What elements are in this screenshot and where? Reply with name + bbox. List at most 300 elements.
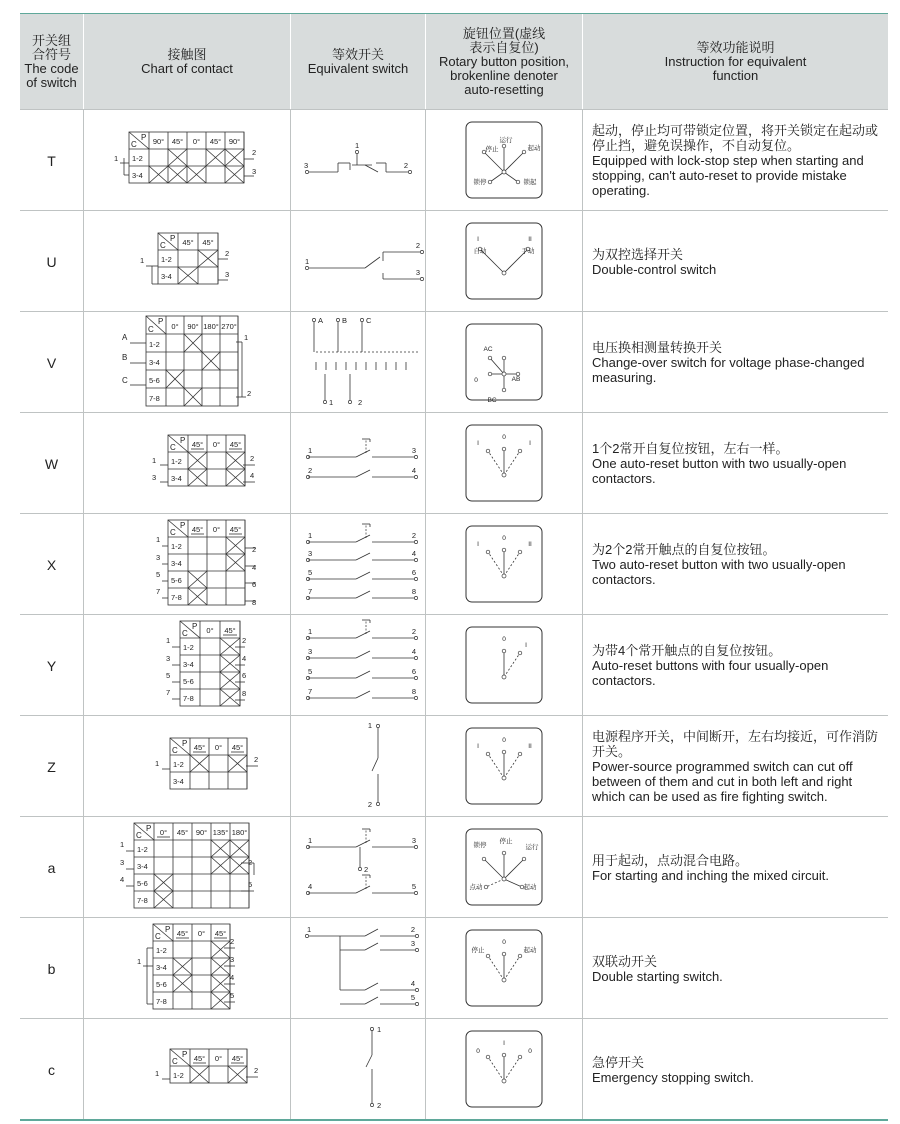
svg-text:2: 2 [358,398,363,407]
row-diagrams [20,413,888,514]
row-diagrams [20,615,888,716]
svg-text:2: 2 [242,636,247,645]
row-label: 3-4 [171,474,182,483]
contact-chart [170,738,247,789]
angle-label: 180° [203,322,219,331]
contact-chart [146,316,238,406]
switch-code: Y [46,657,57,674]
angle-label: 0° [192,137,201,146]
svg-text:C: C [366,316,372,325]
svg-text:7: 7 [166,688,171,697]
terminal-label: 6 [411,568,416,577]
svg-text:3: 3 [152,473,157,482]
equivalent-contact [306,829,417,849]
table-row [20,311,888,412]
row-diagrams [20,716,888,817]
row-label: 1-2 [171,542,182,551]
row-label: 7-8 [149,394,160,403]
knob-label: 0 [476,1048,480,1055]
terminal-label: 7 [308,687,313,696]
header-chart: 接触图 Chart of contact [141,47,233,76]
table-row [20,614,888,715]
knob-label: 停止 [485,146,499,153]
instruction-en: Double-control switch [592,261,717,277]
row-label: 3-4 [137,862,148,871]
instruction-zh: 1个2常开自复位按钮，左右一样。 [592,441,789,456]
switch-code: c [48,1061,55,1078]
contact-chart [129,132,244,183]
svg-text:1: 1 [152,456,157,465]
svg-text:P: P [165,925,171,934]
equivalent-contact [306,667,417,680]
contact-chart [153,924,230,1009]
svg-text:1: 1 [244,333,249,342]
svg-text:P: P [182,739,188,748]
instruction-en: Power-source programmed switch can cut off between of them and cut in both left and right which can be used as fire fighting switch. [592,759,853,804]
equivalent-contact [306,875,417,895]
svg-text:4: 4 [120,875,125,884]
row-diagrams [20,817,888,918]
svg-text:C: C [172,1057,178,1066]
svg-text:2: 2 [247,389,252,398]
svg-text:P: P [146,824,152,833]
svg-text:C: C [170,528,176,537]
knob-label: 0 [528,1048,532,1055]
angle-label: 45° [176,828,189,837]
equivalent-contact [306,466,417,479]
knob-label: 手动 [521,248,535,255]
svg-text:6: 6 [252,580,257,589]
knob-label: II [528,743,532,750]
angle-label: 0° [212,440,221,449]
knob-label: 停止 [471,947,485,954]
angle-label: 45° [231,743,244,752]
table-row [20,917,888,1018]
terminal-label: 4 [308,882,313,891]
svg-text:3: 3 [304,161,309,170]
terminal-label: 4 [411,647,416,656]
angle-label: 0° [171,322,179,331]
angle-label: 45° [176,929,189,938]
angle-label: 0° [159,828,168,837]
svg-text:P: P [141,133,147,142]
terminal-label: 1 [308,531,313,540]
angle-label: 45° [231,1054,244,1063]
knob-diagram [466,627,542,703]
equivalent-switch [312,316,420,407]
instruction-en: For starting and inching the mixed circuit. [592,867,829,883]
terminal-label: 1 [308,627,313,636]
row-diagrams [20,918,888,1019]
row-label: 1-2 [173,760,184,769]
svg-text:4: 4 [230,973,235,982]
svg-text:C: C [160,241,166,250]
table-row [20,210,888,311]
instruction-zh: 起动，停止均可带锁定位置，将开关锁定在起动或停止挡，避免误操作，不自动复位。 [592,123,879,153]
angle-label: 45° [191,440,204,449]
row-diagrams [20,110,888,211]
equivalent-switch [368,721,380,809]
equivalent-switch [305,925,418,1006]
knob-diagram [466,1031,542,1107]
contact-chart [134,823,249,908]
row-label: 1-2 [132,154,143,163]
row-label: 1-2 [183,643,194,652]
equivalent-switch [305,241,424,281]
row-label: 1-2 [137,845,148,854]
knob-label: 0 [502,939,506,946]
instruction-en: One auto-reset button with two usually-open contactors. [592,456,847,486]
knob-label: AC [483,346,493,353]
knob-label: 0 [502,636,506,643]
knob-diagram [466,930,542,1006]
knob-label: 0 [502,434,506,441]
table-header [20,13,888,109]
svg-text:1: 1 [120,840,125,849]
angle-label: 90° [187,322,199,331]
svg-text:1: 1 [305,257,310,266]
row-label: 3-4 [149,358,160,367]
svg-text:1: 1 [307,925,312,934]
equivalent-switch [306,829,417,895]
svg-text:C: C [136,831,142,840]
svg-text:1: 1 [155,1069,160,1078]
knob-label: I [477,541,479,548]
svg-text:5: 5 [248,880,253,889]
svg-text:2: 2 [377,1101,382,1110]
knob-label: 起动 [523,947,537,954]
switch-code: U [46,253,57,270]
row-label: 5-6 [183,677,194,686]
terminal-label: 3 [411,836,416,845]
svg-text:2: 2 [252,545,257,554]
svg-text:2: 2 [250,454,255,463]
terminal-label: 2 [308,466,313,475]
svg-text:3: 3 [230,955,235,964]
svg-text:3: 3 [225,270,230,279]
angle-label: 45° [209,137,222,146]
instruction-en: Change-over switch for voltage phase-changed measuring. [592,355,865,385]
equivalent-contact [306,439,417,459]
terminal-label: 4 [411,549,416,558]
svg-text:P: P [180,521,186,530]
knob-label: 停止 [499,838,513,845]
equivalent-contact [306,587,417,600]
instruction-en: Equipped with lock-stop step when starting and stopping, can't auto-reset to provide mistake operating. [592,153,864,198]
angle-label: 0° [212,525,221,534]
terminal-label: 8 [411,687,416,696]
svg-text:8: 8 [242,689,247,698]
svg-text:2: 2 [254,1066,259,1075]
knob-label: II [528,236,532,243]
svg-text:1: 1 [114,154,119,163]
svg-text:3: 3 [252,167,257,176]
svg-text:C: C [172,746,178,755]
svg-text:8: 8 [252,598,257,607]
svg-text:A: A [318,316,324,325]
switch-code: a [47,859,56,876]
angle-label: 0° [197,929,206,938]
contact-chart [158,233,218,284]
row-label: 3-4 [171,559,182,568]
terminal-label: 5 [308,667,313,676]
svg-text:2: 2 [225,249,230,258]
row-label: 7-8 [183,694,194,703]
svg-text:3: 3 [156,553,161,562]
svg-text:C: C [170,443,176,452]
knob-label: 自动 [473,248,487,255]
terminal-label: 6 [411,667,416,676]
svg-text:2: 2 [364,865,369,874]
row-diagrams [20,1019,888,1120]
knob-label: I [503,1040,505,1047]
svg-text:P: P [182,1050,188,1059]
switch-code: X [46,556,57,573]
angle-label: 45° [214,929,227,938]
terminal-label: 5 [411,882,416,891]
equivalent-switch [304,141,412,174]
terminal-label: 3 [411,446,416,455]
row-label: 3-4 [156,963,167,972]
instruction-en: Auto-reset buttons with four usually-open contactors. [592,658,829,688]
svg-text:C: C [182,629,188,638]
angle-label: 45° [191,525,204,534]
angle-label: 45° [202,238,214,247]
svg-text:4: 4 [410,979,415,988]
svg-text:3: 3 [410,939,415,948]
switch-code: V [46,354,57,371]
equivalent-contact [306,647,417,660]
svg-text:2: 2 [230,937,235,946]
terminal-label: 2 [411,627,416,636]
row-label: 5-6 [156,980,167,989]
terminal-label: 1 [308,446,313,455]
svg-text:C: C [155,932,161,941]
contact-chart [168,520,245,605]
angle-label: 0° [214,1054,223,1063]
angle-label: 45° [193,1054,206,1063]
knob-diagram [466,223,542,299]
svg-text:1: 1 [156,535,161,544]
knob-label: BC [487,397,497,404]
svg-text:2: 2 [410,925,415,934]
header-equivalent: 等效开关 Equivalent switch [307,47,409,76]
svg-text:4: 4 [252,563,257,572]
contact-chart [170,1049,247,1083]
svg-text:P: P [170,234,176,243]
svg-text:P: P [192,622,198,631]
switch-code: W [44,455,59,472]
svg-text:1: 1 [377,1025,382,1034]
svg-text:5: 5 [156,570,161,579]
knob-label: 锁停 [473,179,487,186]
knob-label: I [477,743,479,750]
equivalent-contact [306,549,417,562]
table-row [20,715,888,816]
knob-label: II [528,541,532,548]
table-row [20,513,888,614]
terminal-label: 3 [308,647,313,656]
knob-label: AB [511,376,521,383]
knob-label: I [477,236,479,243]
header-instruction: 等效功能说明 Instruction for equivalent function [664,40,807,83]
svg-text:1: 1 [140,256,145,265]
row-label: 3-4 [161,272,172,281]
svg-text:P: P [180,436,186,445]
row-label: 3-4 [173,777,184,786]
svg-text:B: B [342,316,348,325]
knob-label: I [477,440,479,447]
table-row [20,109,888,210]
header-knob: 旋钮位置(虚线 表示自复位) Rotary button position, brokenline denoter auto-resetting [438,26,570,97]
svg-text:3: 3 [415,268,420,277]
row-label: 1-2 [149,340,160,349]
row-label: 1-2 [161,255,172,264]
svg-text:7: 7 [156,587,161,596]
svg-text:1: 1 [155,759,160,768]
instruction-zh: 电源程序开关，中间断开，左右均接近，可作消防开关。 [592,729,879,759]
knob-diagram [466,425,542,501]
knob-label: 运行 [525,844,539,851]
svg-text:5: 5 [230,991,235,1000]
angle-label: 45° [171,137,184,146]
row-label: 7-8 [156,997,167,1006]
svg-text:C: C [122,376,128,385]
svg-text:B: B [122,353,128,362]
row-label: 7-8 [137,896,148,905]
table-row [20,1018,888,1119]
terminal-label: 7 [308,587,313,596]
svg-text:1: 1 [329,398,334,407]
knob-diagram [466,829,542,905]
row-label: 3-4 [183,660,194,669]
angle-label: 135° [212,828,229,837]
knob-label: 点动 [469,884,483,891]
svg-text:1: 1 [137,957,142,966]
terminal-label: 8 [411,587,416,596]
header-code: 开关组 合符号 The code of switch [24,33,79,90]
equivalent-contact [306,524,417,544]
svg-text:2: 2 [403,161,408,170]
terminal-label: 5 [308,568,313,577]
knob-label: 0 [502,535,506,542]
svg-text:5: 5 [166,671,171,680]
angle-label: 0° [206,626,214,635]
terminal-label: 4 [411,466,416,475]
svg-text:1: 1 [166,636,171,645]
instruction-zh: 为2个2常开触点的自复位按钮。 [592,542,776,557]
angle-label: 90° [228,137,241,146]
angle-label: 45° [193,743,206,752]
knob-label: I [529,440,531,447]
row-diagrams [20,312,888,413]
instruction-en: Two auto-reset button with two usually-open contactors. [592,557,846,587]
svg-text:2: 2 [415,241,420,250]
row-diagrams [20,514,888,615]
svg-text:5: 5 [410,993,415,1002]
terminal-label: 3 [308,549,313,558]
row-diagrams [20,211,888,312]
knob-label: 起动 [523,884,537,891]
table-row [20,412,888,513]
terminal-label: 2 [411,531,416,540]
row-label: 5-6 [149,376,160,385]
row-label: 1-2 [156,946,167,955]
angle-label: 45° [229,440,242,449]
knob-label: 锁停 [473,842,487,849]
equivalent-switch [366,1025,381,1110]
row-label: 3-4 [132,171,143,180]
svg-text:P: P [158,317,164,326]
equivalent-contact [306,620,417,640]
terminal-label: 1 [308,836,313,845]
svg-text:6: 6 [242,671,247,680]
svg-text:4: 4 [250,471,255,480]
svg-text:2: 2 [254,755,259,764]
svg-text:C: C [148,325,154,334]
switch-code: Z [47,758,56,775]
equivalent-contact [306,687,417,700]
svg-text:2: 2 [252,148,257,157]
instruction-en: Double starting switch. [592,968,723,984]
svg-text:1: 1 [367,721,372,730]
svg-text:3: 3 [166,654,171,663]
angle-label: 270° [221,322,237,331]
svg-text:2: 2 [367,800,372,809]
svg-text:2: 2 [248,858,253,867]
instruction-zh: 用于起动，点动混合电路。 [592,852,749,868]
knob-diagram [466,526,542,602]
switch-code: T [47,152,56,169]
angle-label: 45° [229,525,242,534]
svg-text:A: A [122,333,128,342]
equivalent-contact [306,568,417,581]
svg-text:4: 4 [242,654,247,663]
instruction-zh: 为带4个常开触点的自复位按钮。 [592,643,782,658]
angle-label: 45° [224,626,236,635]
svg-text:3: 3 [120,858,125,867]
knob-label: 锁起 [523,179,537,186]
knob-diagram [466,324,542,404]
contact-chart [180,621,240,706]
angle-label: 45° [182,238,194,247]
knob-label: I [525,642,527,649]
instruction-zh: 电压换相测量转换开关 [592,340,723,355]
instruction-zh: 双联动开关 [592,953,658,969]
instruction-en: Emergency stopping switch. [592,1069,754,1085]
contact-chart [168,435,245,486]
svg-text:C: C [131,140,137,149]
table-row [20,816,888,917]
row-label: 5-6 [171,576,182,585]
knob-diagram [466,728,542,804]
knob-diagram [466,122,542,198]
knob-label: 起动 [527,145,541,152]
angle-label: 0° [214,743,223,752]
instruction-zh: 为双控选择开关 [592,246,684,262]
svg-text:1: 1 [355,141,360,150]
row-label: 1-2 [171,457,182,466]
row-label: 1-2 [173,1071,184,1080]
knob-label: 运行 [499,137,513,144]
row-label: 7-8 [171,593,182,602]
instruction-zh: 急停开关 [592,1054,645,1070]
angle-label: 90° [152,137,165,146]
row-label: 5-6 [137,879,148,888]
switch-code: b [47,960,56,977]
angle-label: 180° [231,828,248,837]
knob-label: 0 [474,377,478,384]
